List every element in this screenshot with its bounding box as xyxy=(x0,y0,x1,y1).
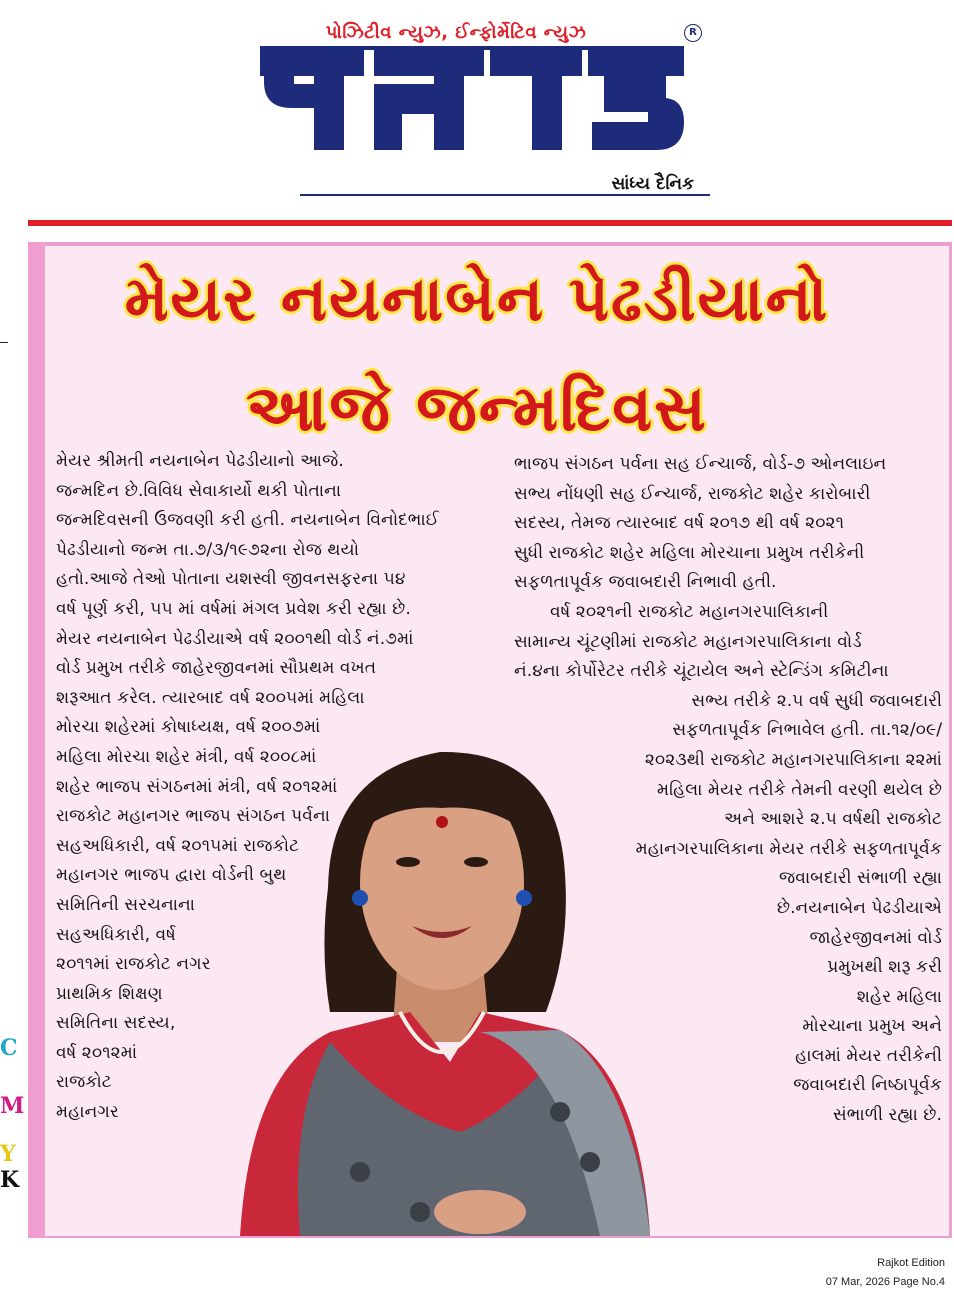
body-line: મહિલા મેયર તરીકે તેમની વરણી થયેલ છે xyxy=(657,779,942,800)
body-line: મોરચાના પ્રમુખ અને xyxy=(802,1016,942,1037)
body-line: વર્ષ ૨૦૧૨માં xyxy=(56,1042,138,1063)
body-line: જાહેરજીવનમાં વોર્ડ xyxy=(809,927,942,948)
body-line: રાજકોટ મહાનગર ભાજપ સંગઠન પર્વના xyxy=(56,806,330,827)
body-line: મહાનગર ભાજપ દ્વારા વોર્ડની બુથ xyxy=(56,865,287,886)
body-line: ૨૦૧૧માં રાજકોટ નગર xyxy=(56,954,211,975)
body-line: મહિલા મોરચા શહેર મંત્રી, વર્ષ ૨૦૦૮માં xyxy=(56,746,317,767)
body-line: અને આશરે ૨.૫ વર્ષથી રાજકોટ xyxy=(724,809,942,830)
masthead-subtitle: સાંધ્ય દૈનિક xyxy=(611,174,694,194)
body-line: છે.નયનાબેન પેઢડીયાએ xyxy=(776,897,942,918)
registration-letter-y: Y xyxy=(0,1141,16,1167)
body-line: સુધી રાજકોટ શહેર મહિલા મોરચાના પ્રમુખ તરીકેની xyxy=(514,542,865,563)
body-line: વોર્ડ પ્રમુખ તરીકે જાહેરજીવનમાં સૌપ્રથમ વખત xyxy=(56,658,377,679)
body-line: જન્મદિવસની ઉજવણી કરી હતી. નયનાબેન વિનોદભાઈ xyxy=(56,510,439,531)
header-divider xyxy=(28,220,952,226)
body-line: સહઅધિકારી, વર્ષ ૨૦૧૫માં રાજકોટ xyxy=(56,835,300,856)
body-line: જન્મદિન છે.વિવિધ સેવાકાર્યો થકી પોતાના xyxy=(56,480,342,501)
registration-letter-k: K xyxy=(0,1167,20,1193)
body-line: શરૂઆત કરેલ. ત્યારબાદ વર્ષ ૨૦૦૫માં મહિલા xyxy=(56,687,365,708)
body-line: સભ્ય તરીકે ૨.૫ વર્ષ સુધી જવાબદારી xyxy=(691,690,942,711)
body-line: મહાનગરપાલિકાના મેયર તરીકે સફળતાપૂર્વક xyxy=(635,838,942,859)
body-line: સંભાળી રહ્યા છે. xyxy=(832,1105,942,1126)
body-line: પેઢડીયાનો જન્મ તા.૭/૩/૧૯૭૨ના રોજ થયો xyxy=(56,539,359,560)
registration-letter-c: C xyxy=(0,1035,18,1061)
headline-line-1: મેયર નયનાબેન પેઢડીયાનો xyxy=(124,262,830,335)
body-line: જવાબદારી નિષ્ઠાપૂર્વક xyxy=(793,1075,942,1096)
masthead-rule xyxy=(300,194,710,196)
body-line: સમિતિની સરચનાના xyxy=(56,894,195,915)
registration-letter-m: M xyxy=(0,1093,25,1119)
body-line: સદસ્ય, તેમજ ત્યારબાદ વર્ષ ૨૦૧૭ થી વર્ષ ૨૦૨૧ xyxy=(514,513,845,534)
crop-mark xyxy=(0,342,8,343)
body-line: મોરચા શહેરમાં કોષાધ્યક્ષ, વર્ષ ૨૦૦૭માં xyxy=(56,717,321,738)
body-line: વર્ષ પૂર્ણ કરી, ૫૫ માં વર્ષમાં મંગલ પ્રવેશ કરી રહ્યા છે. xyxy=(56,598,411,619)
portrait-photo xyxy=(180,712,692,1236)
body-line: ૨૦૨૩થી રાજકોટ મહાનગરપાલિકાના ૨૨માં xyxy=(644,749,942,770)
body-line: સફળતાપૂર્વક નિભાવેલ હતી. તા.૧૨/૦૯/ xyxy=(672,720,942,741)
body-line: શહેર મહિલા xyxy=(856,986,942,1007)
edition-date-page: 07 Mar, 2026 Page No.4 xyxy=(825,1276,945,1288)
masthead-tagline: પોઝિટીવ ન્યુઝ, ઈન્ફોર્મેટિવ ન્યુઝ xyxy=(325,22,587,43)
body-line: મેયર નયનાબેન પેઢડીયાએ વર્ષ ૨૦૦૧થી વોર્ડ નં.૭માં xyxy=(56,628,414,649)
body-line: સમિતિના સદસ્ય, xyxy=(56,1013,176,1034)
edition-info xyxy=(780,1254,945,1292)
body-line: સહઅધિકારી, વર્ષ xyxy=(56,924,176,945)
body-line: જવાબદારી સંભાળી રહ્યા xyxy=(778,868,942,889)
body-line: નં.૪ના કોર્પોરેટર તરીકે ચૂંટાયેલ અને સ્ટેન્ડિંગ કમિટીના xyxy=(514,661,889,682)
body-line: મહાનગર xyxy=(56,1102,119,1123)
body-line: હાલમાં મેયર તરીકેની xyxy=(795,1045,942,1066)
body-line: સામાન્ય ચૂંટણીમાં રાજકોટ મહાનગરપાલિકાના વોર્ડ xyxy=(514,631,862,652)
body-line: શહેર ભાજપ સંગઠનમાં મંત્રી, વર્ષ ૨૦૧૨માં xyxy=(56,776,338,797)
newspaper-logo xyxy=(252,38,692,158)
body-line: પ્રમુખથી શરૂ કરી xyxy=(827,957,942,978)
body-line: હતો.આજે તેઓ પોતાના યશસ્વી જીવનસફરના ૫૪ xyxy=(56,569,406,590)
body-line: સભ્ય નોંધણી સહ ઈન્ચાર્જ, રાજકોટ શહેર કારોબારી xyxy=(514,483,871,504)
body-line: રાજકોટ xyxy=(56,1072,112,1093)
body-line: વર્ષ ૨૦૨૧ની રાજકોટ મહાનગરપાલિકાની xyxy=(550,601,829,622)
edition-name: Rajkot Edition xyxy=(877,1257,945,1269)
registered-mark: R xyxy=(684,24,702,42)
headline-line-2: આજે જન્મદિવસ xyxy=(246,372,708,446)
body-line: ભાજપ સંગઠન પર્વના સહ ઈન્ચાર્જ, વોર્ડ-૭ ઓનલાઇન xyxy=(514,454,887,474)
body-line: મેયર શ્રીમતી નયનાબેન પેઢડીયાનો આજે. xyxy=(56,451,344,471)
body-line: પ્રાથમિક શિક્ષણ xyxy=(56,983,163,1004)
body-line: સફળતાપૂર્વક જવાબદારી નિભાવી હતી. xyxy=(514,572,777,593)
